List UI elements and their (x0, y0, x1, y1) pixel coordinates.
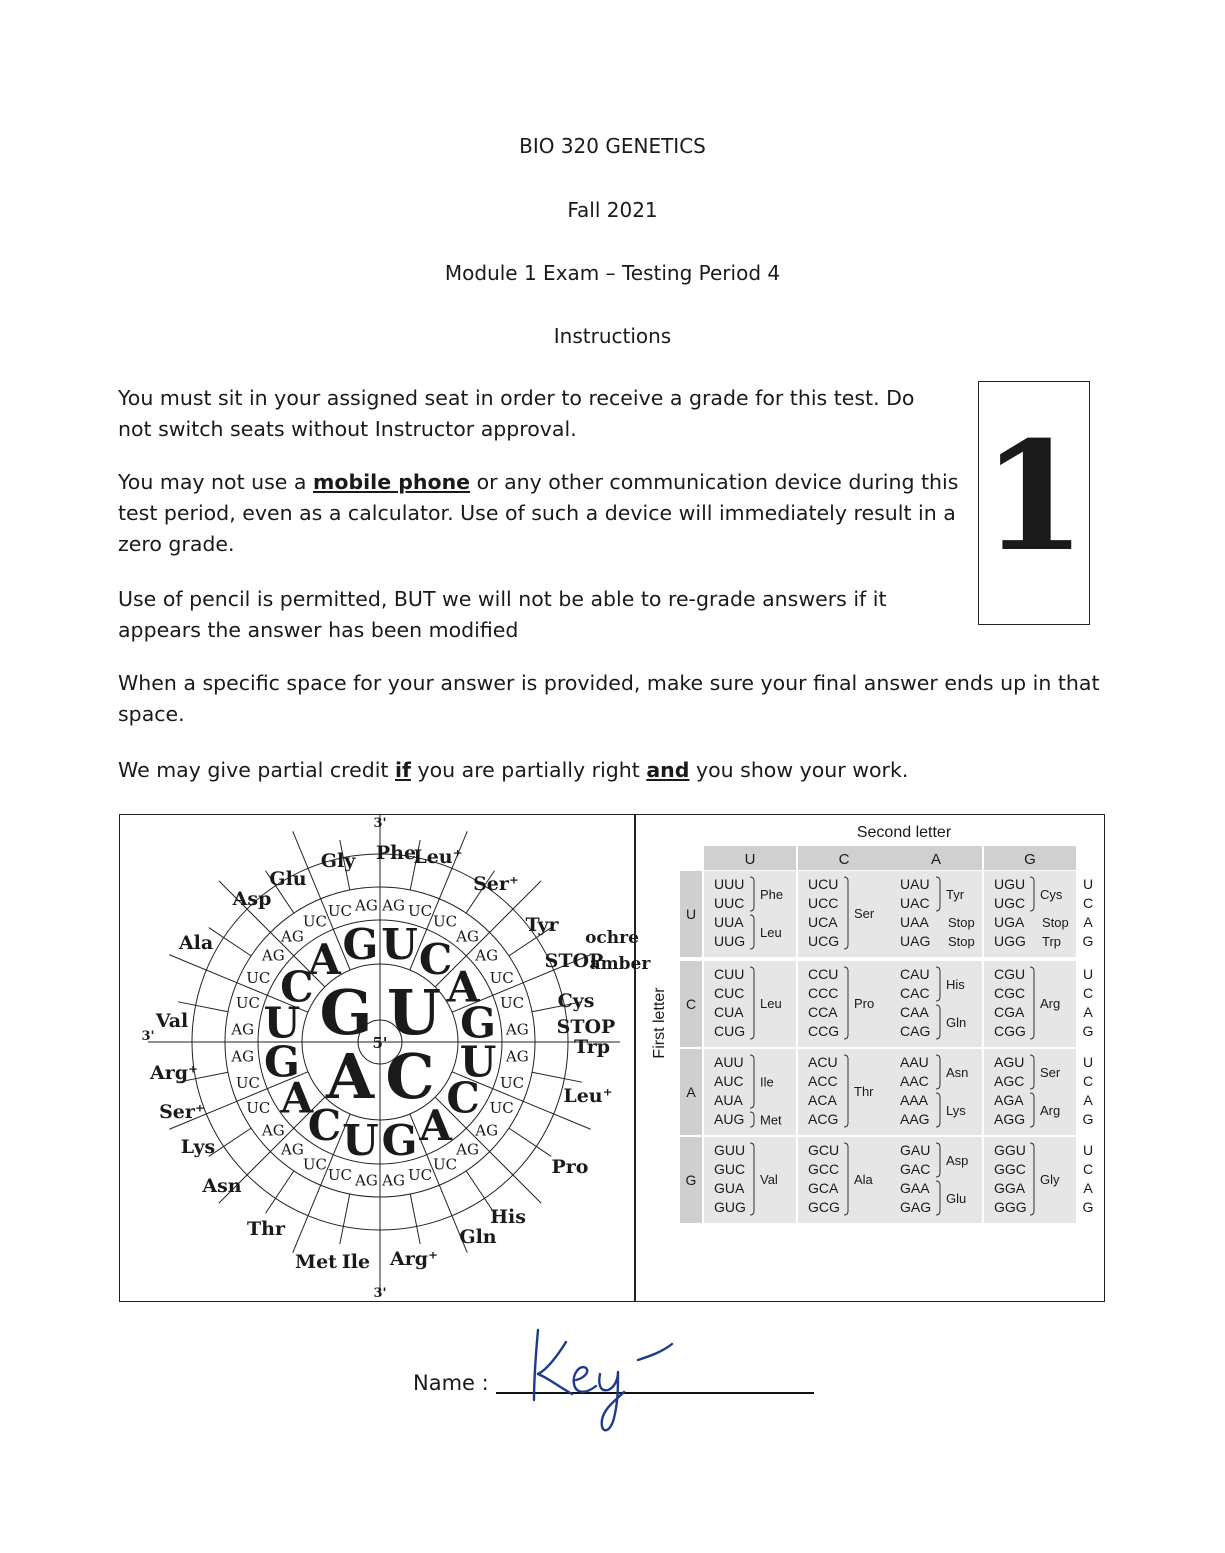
wheel-third-bases: UC (327, 901, 353, 920)
table-third-letter: C (1082, 985, 1094, 1001)
wheel-second-base: C (280, 962, 314, 1012)
table-codon: AAG (900, 1111, 930, 1127)
table-amino-acid: Asp (946, 1153, 969, 1168)
table-amino-acid: Arg (1040, 996, 1061, 1011)
table-codon: CAU (900, 966, 930, 982)
table-third-letter: A (1083, 914, 1093, 930)
table-codon: AUG (714, 1111, 745, 1127)
table-column-header: A (930, 851, 942, 868)
table-amino-acid: Stop (948, 934, 975, 949)
table-codon: GUC (714, 1161, 746, 1177)
wheel-third-bases: AG (231, 1020, 255, 1039)
table-codon: GUG (714, 1199, 746, 1215)
wheel-spoke (410, 1194, 420, 1244)
table-codon: UUC (714, 895, 745, 911)
wheel-third-bases: UC (302, 912, 328, 931)
table-codon: GGA (994, 1180, 1026, 1196)
wheel-third-bases: UC (499, 1074, 525, 1093)
table-codon: UUG (714, 933, 746, 949)
table-third-letter: U (1082, 1054, 1094, 1070)
wheel-second-base: A (419, 1101, 452, 1151)
wheel-third-bases: AG (261, 946, 285, 965)
table-column-header: U (744, 851, 756, 868)
table-row-header: A (686, 1084, 696, 1100)
exam-title: Module 1 Exam – Testing Period 4 (444, 261, 781, 285)
wheel-third-bases: AG (281, 1140, 304, 1159)
instruction-answer-space: When a specific space for your answer is provided, make sure your final answer ends up in that space. (118, 671, 1100, 726)
table-codon: UCA (808, 914, 838, 930)
wheel-center-label: 5' (372, 1034, 388, 1052)
name-label: Name : (413, 1371, 489, 1395)
table-second-letter-label: Second letter (856, 824, 952, 841)
table-amino-acid: Lys (946, 1103, 966, 1118)
wheel-axis-label: 3' (373, 1286, 387, 1301)
wheel-second-base: C (418, 934, 453, 984)
wheel-amino-acid: Arg⁺ (389, 1248, 439, 1270)
and-emphasis: and (646, 758, 690, 782)
table-amino-acid: Arg (1040, 1103, 1061, 1118)
wheel-first-base: U (386, 976, 442, 1049)
wheel-third-bases: UC (327, 1166, 353, 1185)
wheel-third-bases: AG (231, 1047, 255, 1066)
wheel-amino-acid: Met (295, 1251, 337, 1273)
table-codon: CGC (994, 985, 1026, 1001)
table-codon: GAC (900, 1161, 931, 1177)
table-amino-acid: Stop (948, 915, 975, 930)
instruction-partial-credit: We may give partial credit if you are partially right and you show your work. (118, 758, 909, 782)
wheel-second-base: G (460, 998, 497, 1048)
wheel-amino-acid: Lys (180, 1136, 216, 1158)
table-codon: CGU (994, 966, 1026, 982)
table-third-letter: C (1082, 895, 1094, 911)
table-third-letter: U (1082, 1142, 1094, 1158)
wheel-axis-label: 3' (141, 1029, 155, 1044)
table-amino-acid: Thr (854, 1084, 874, 1099)
wheel-amino-acid: Ala (178, 932, 214, 954)
wheel-third-bases: UC (407, 1166, 433, 1185)
table-amino-acid: Cys (1040, 887, 1063, 902)
table-column-header: C (838, 851, 850, 868)
wheel-spoke (340, 1194, 350, 1244)
table-codon: AGC (994, 1073, 1025, 1089)
table-codon: CAG (900, 1023, 931, 1039)
table-amino-acid: Asn (946, 1065, 969, 1080)
wheel-second-base: U (459, 1037, 497, 1087)
wheel-amino-acid: His (490, 1206, 526, 1228)
wheel-spoke (490, 1152, 542, 1204)
wheel-amino-acid: Ile (341, 1251, 371, 1273)
table-row-header: C (685, 996, 697, 1012)
wheel-axis-label: 3' (373, 816, 387, 831)
wheel-amino-acid: Trp (573, 1036, 611, 1058)
table-codon: CAA (900, 1004, 929, 1020)
wheel-third-bases: UC (246, 968, 271, 987)
wheel-spoke (532, 1072, 582, 1082)
table-codon: GCA (808, 1180, 839, 1196)
version-number-box (978, 381, 1090, 625)
wheel-third-bases: AG (505, 1020, 529, 1039)
wheel-third-bases: AG (261, 1121, 285, 1140)
table-codon: ACC (808, 1073, 838, 1089)
codon-wheel (120, 815, 651, 1301)
wheel-second-base: C (446, 1073, 480, 1123)
version-number: 1 (981, 409, 1087, 585)
wheel-third-bases: UC (489, 968, 514, 987)
wheel-amino-acid: Ser⁺ (473, 873, 519, 895)
table-codon: GUU (714, 1142, 746, 1158)
table-codon: CCU (808, 966, 839, 982)
table-codon: GCU (808, 1142, 840, 1158)
table-amino-acid: Ser (1040, 1065, 1061, 1080)
wheel-side-label: amber (589, 954, 651, 974)
table-codon: AGU (994, 1054, 1025, 1070)
table-codon: GCC (808, 1161, 840, 1177)
wheel-amino-acid: Gln (459, 1226, 497, 1248)
table-codon: GGG (994, 1199, 1027, 1215)
table-amino-acid: Met (760, 1112, 782, 1128)
table-codon: UUA (714, 914, 744, 930)
wheel-second-base: A (308, 934, 341, 984)
table-codon: AUU (714, 1054, 744, 1070)
wheel-third-bases: AG (456, 1140, 479, 1159)
table-amino-acid: Stop (1042, 915, 1069, 930)
wheel-amino-acid: Glu (269, 868, 307, 890)
wheel-first-base: A (325, 1040, 375, 1113)
wheel-amino-acid: Thr (247, 1218, 285, 1240)
table-first-letter-label: First letter (651, 987, 668, 1059)
wheel-third-bases: UC (499, 993, 525, 1012)
table-codon: UGU (994, 876, 1026, 892)
table-codon: AUC (714, 1073, 744, 1089)
table-amino-acid: Glu (946, 1191, 967, 1206)
table-third-letter: A (1083, 1092, 1093, 1108)
wheel-third-bases: AG (355, 1171, 378, 1190)
table-codon: GGC (994, 1161, 1026, 1177)
course-title: BIO 320 GENETICS (519, 134, 706, 158)
table-codon: CGG (994, 1023, 1026, 1039)
table-codon: GAG (900, 1199, 932, 1215)
wheel-amino-acid: Leu⁺ (563, 1085, 613, 1107)
table-codon: CCA (808, 1004, 838, 1020)
wheel-second-base: U (342, 1116, 379, 1166)
wheel-third-bases: AG (355, 896, 378, 915)
wheel-third-bases: AG (281, 927, 304, 946)
table-amino-acid: Leu (760, 996, 782, 1011)
wheel-second-base: C (307, 1101, 342, 1151)
table-codon: ACA (808, 1092, 837, 1108)
table-codon: AAC (900, 1073, 929, 1089)
wheel-third-bases: UC (432, 1155, 458, 1174)
wheel-second-base: G (381, 1116, 418, 1166)
table-codon: CCG (808, 1023, 840, 1039)
wheel-amino-acid: Cys (557, 990, 595, 1012)
table-amino-acid: Leu (760, 925, 782, 940)
mobile-phone-emphasis: mobile phone (313, 470, 471, 494)
table-codon: AGA (994, 1092, 1024, 1108)
table-third-letter: U (1082, 876, 1094, 892)
wheel-second-base: U (263, 998, 301, 1048)
table-codon: UCG (808, 933, 840, 949)
wheel-second-base: G (263, 1037, 300, 1087)
wheel-third-bases: UC (302, 1155, 328, 1174)
table-codon: CGA (994, 1004, 1025, 1020)
table-codon: AAA (900, 1092, 929, 1108)
table-codon: UAU (900, 876, 930, 892)
wheel-amino-acid: Phe (375, 842, 417, 864)
wheel-amino-acid: Tyr (525, 914, 559, 936)
instruction-pencil: Use of pencil is permitted, BUT we will not be able to re-grade answers if it appears the answer has been modified (118, 587, 887, 642)
table-codon: AGG (994, 1111, 1026, 1127)
table-amino-acid: Val (760, 1172, 778, 1187)
wheel-third-bases: UC (235, 1074, 261, 1093)
table-codon: GAU (900, 1142, 931, 1158)
table-codon: UGG (994, 933, 1026, 949)
table-third-letter: C (1082, 1161, 1094, 1177)
table-amino-acid: Gly (1040, 1172, 1060, 1187)
table-row-header: G (685, 1172, 697, 1188)
table-third-letter: C (1082, 1073, 1094, 1089)
table-codon: UCU (808, 876, 839, 892)
table-third-letter: G (1082, 1111, 1094, 1127)
signature-key (520, 1322, 700, 1442)
table-codon: CAC (900, 985, 930, 1001)
wheel-third-bases: UC (489, 1099, 514, 1118)
wheel-amino-acid: STOP (544, 950, 604, 972)
table-amino-acid: His (946, 977, 965, 992)
table-codon: CUA (714, 1004, 744, 1020)
table-codon: GUA (714, 1180, 745, 1196)
wheel-second-base: A (280, 1073, 314, 1123)
wheel-third-bases: AG (475, 946, 499, 965)
wheel-amino-acid: Gly (320, 850, 356, 872)
wheel-second-base: A (446, 962, 480, 1012)
wheel-first-base: G (319, 976, 373, 1049)
table-codon: UGC (994, 895, 1026, 911)
table-amino-acid: Gln (946, 1015, 967, 1030)
wheel-second-base: U (381, 919, 418, 969)
wheel-amino-acid: Val (155, 1010, 189, 1032)
table-third-letter: G (1082, 1199, 1094, 1215)
table-amino-acid: Pro (854, 996, 875, 1011)
table-amino-acid: Phe (760, 887, 784, 902)
wheel-third-bases: AG (505, 1047, 529, 1066)
wheel-amino-acid: Pro (551, 1156, 589, 1178)
table-third-letter: U (1082, 966, 1094, 982)
instruction-phone: You may not use a mobile phone or any other communication device during this test period, even as a calculator. Use of such a device will immediately result in a zero grade. (118, 470, 959, 556)
table-amino-acid: Ser (854, 906, 875, 921)
table-row-header: U (685, 906, 697, 922)
table-codon: CUG (714, 1023, 746, 1039)
table-codon: CUU (714, 966, 745, 982)
wheel-third-bases: UC (407, 901, 433, 920)
table-third-letter: G (1082, 933, 1094, 949)
table-codon: AUA (714, 1092, 743, 1108)
codon-table (636, 815, 1104, 1301)
if-emphasis: if (394, 758, 411, 782)
table-amino-acid: Ile (760, 1074, 774, 1090)
table-codon: AAU (900, 1054, 929, 1070)
wheel-amino-acid: Leu⁺ (413, 846, 463, 868)
wheel-second-base: G (342, 919, 379, 969)
table-amino-acid: Trp (1042, 934, 1062, 949)
table-codon: GAA (900, 1180, 930, 1196)
wheel-third-bases: AG (475, 1121, 499, 1140)
table-codon: ACU (808, 1054, 838, 1070)
table-codon: CCC (808, 985, 839, 1001)
wheel-first-base: C (385, 1040, 435, 1113)
table-codon: CUC (714, 985, 745, 1001)
table-third-letter: A (1083, 1004, 1093, 1020)
wheel-third-bases: AG (382, 896, 405, 915)
wheel-third-bases: UC (246, 1099, 271, 1118)
term: Fall 2021 (567, 198, 658, 222)
table-column-header: G (1024, 851, 1036, 868)
wheel-amino-acid: STOP (556, 1016, 616, 1038)
table-codon: UAA (900, 914, 929, 930)
instructions-heading: Instructions (553, 324, 672, 348)
table-codon: UGA (994, 914, 1025, 930)
table-codon: GGU (994, 1142, 1026, 1158)
table-third-letter: G (1082, 1023, 1094, 1039)
wheel-third-bases: AG (456, 927, 479, 946)
table-codon: UAC (900, 895, 930, 911)
instruction-seat: You must sit in your assigned seat in order to receive a grade for this test. Do not switch seats without Instructor approval. (118, 386, 915, 441)
wheel-amino-acid: Asp (232, 888, 272, 910)
table-codon: UAG (900, 933, 931, 949)
table-amino-acid: Tyr (946, 887, 965, 902)
wheel-amino-acid: Ser⁺ (159, 1101, 205, 1123)
wheel-third-bases: AG (382, 1171, 405, 1190)
table-third-letter: A (1083, 1180, 1093, 1196)
wheel-side-label: ochre (585, 928, 639, 948)
wheel-third-bases: UC (235, 993, 261, 1012)
wheel-amino-acid: Arg⁺ (149, 1062, 199, 1084)
table-codon: GCG (808, 1199, 840, 1215)
wheel-third-bases: UC (432, 912, 458, 931)
table-codon: UCC (808, 895, 839, 911)
table-amino-acid: Ala (854, 1172, 873, 1187)
table-codon: UUU (714, 876, 745, 892)
table-codon: ACG (808, 1111, 839, 1127)
wheel-amino-acid: Asn (202, 1175, 242, 1197)
